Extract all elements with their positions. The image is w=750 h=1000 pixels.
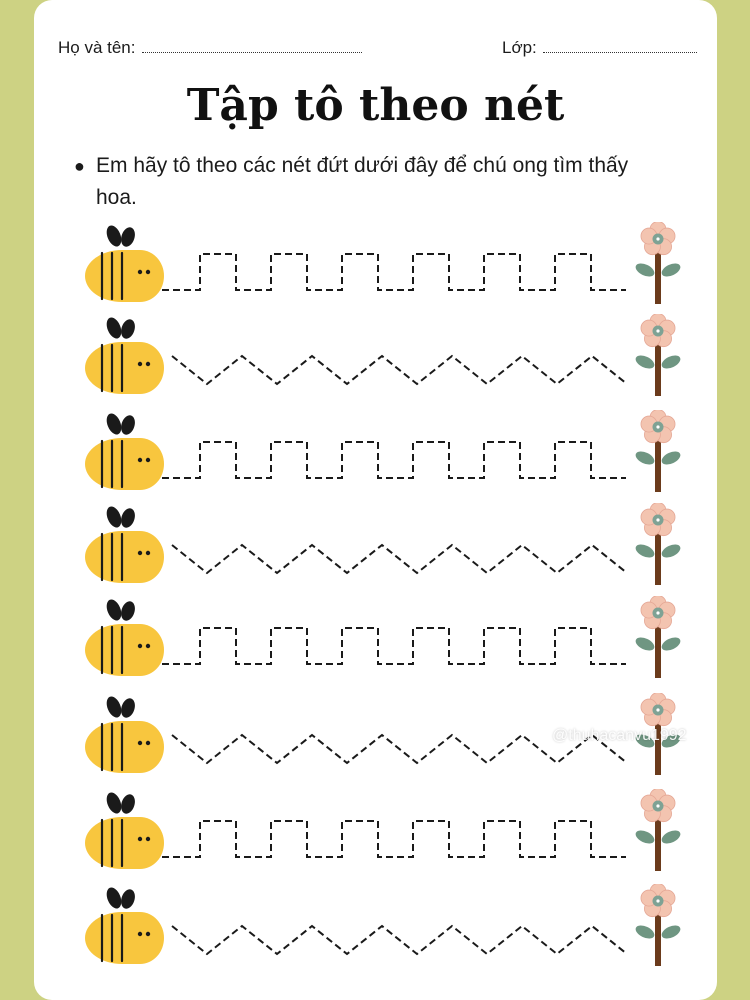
bee-icon [82, 412, 164, 492]
instruction-text: Em hãy tô theo các nét đứt dưới đây để chú ong tìm thấy hoa. [96, 154, 629, 209]
flower-icon [632, 596, 684, 678]
bee-icon [82, 316, 164, 396]
bee-icon [82, 791, 164, 871]
zigzag-trace-line[interactable] [162, 884, 632, 964]
square-wave-trace-line[interactable] [162, 789, 632, 869]
bee-icon [82, 886, 164, 966]
flower-icon [632, 789, 684, 871]
zigzag-trace-line[interactable] [162, 314, 632, 394]
exercise-row [34, 314, 717, 406]
class-field[interactable] [502, 38, 697, 58]
exercise-row [34, 222, 717, 314]
instruction [74, 150, 674, 214]
bee-icon [82, 505, 164, 585]
page-title: Tập tô theo nét [186, 80, 565, 131]
square-wave-trace-line[interactable] [162, 596, 632, 676]
worksheet [34, 0, 717, 1000]
flower-icon [632, 884, 684, 966]
name-blank-line[interactable] [142, 38, 362, 53]
flower-icon [632, 410, 684, 492]
exercise-row [34, 410, 717, 502]
square-wave-trace-line[interactable] [162, 410, 632, 490]
flower-icon [632, 503, 684, 585]
name-label: Họ và tên: [58, 38, 136, 57]
class-blank-line[interactable] [543, 38, 697, 53]
bee-icon [82, 695, 164, 775]
bee-icon [82, 224, 164, 304]
square-wave-trace-line[interactable] [162, 222, 632, 302]
flower-icon [632, 314, 684, 396]
bee-icon [82, 598, 164, 678]
exercise-row [34, 596, 717, 688]
watermark: @thuhacanvu1992 [552, 727, 687, 744]
exercise-row [34, 884, 717, 976]
exercise-row [34, 503, 717, 595]
exercise-row [34, 789, 717, 881]
bullet-icon: ● [74, 156, 85, 176]
zigzag-trace-line[interactable] [162, 503, 632, 583]
flower-icon [632, 222, 684, 304]
class-label: Lớp: [502, 38, 537, 57]
name-field[interactable] [58, 38, 362, 58]
